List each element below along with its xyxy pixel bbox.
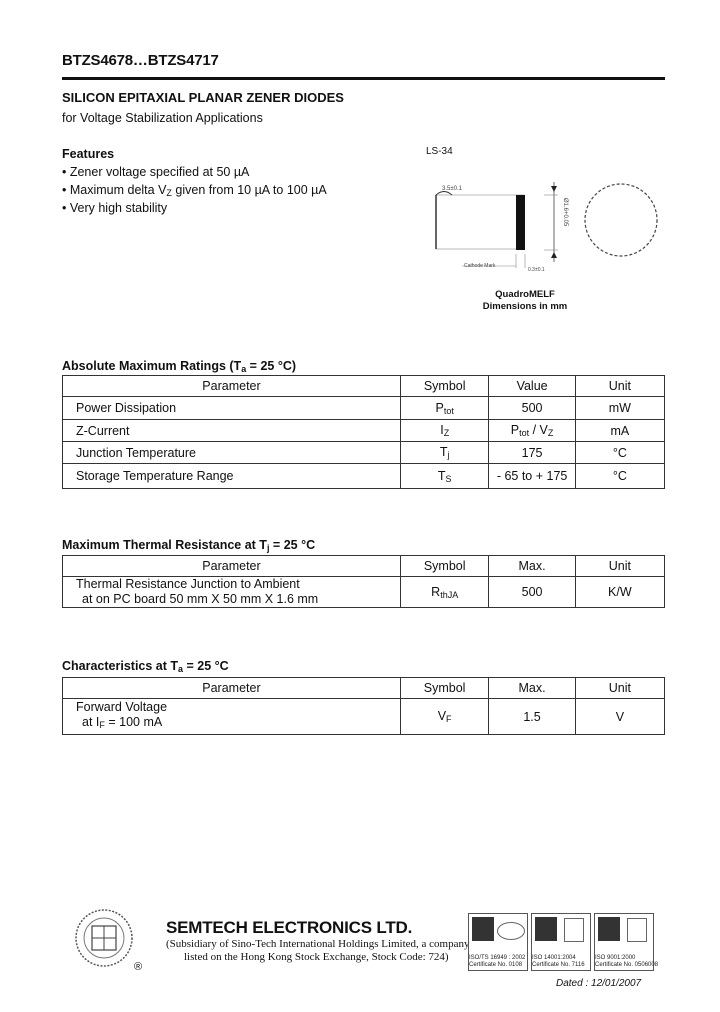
feature-item: • Very high stability bbox=[62, 201, 168, 215]
feature-item: • Maximum delta $V_Z$ given from 10 µA to 100 µA bbox=[62, 183, 327, 198]
cert-label: ISO/TS 16949 : 2002 Certificate No. 0108 bbox=[469, 955, 526, 968]
col-header: Unit bbox=[575, 678, 664, 699]
package-code: LS-34 bbox=[426, 146, 453, 157]
feature-item: • Zener voltage specified at 50 µA bbox=[62, 165, 250, 179]
chars-table bbox=[62, 677, 665, 735]
document-subtitle: SILICON EPITAXIAL PLANAR ZENER DIODES bbox=[62, 90, 344, 105]
dated-stamp: Dated : 12/01/2007 bbox=[556, 978, 642, 989]
document-title: BTZS4678…BTZS4717 bbox=[62, 52, 219, 69]
package-caption bbox=[470, 289, 580, 313]
table-cell: K/W bbox=[575, 577, 664, 608]
col-header: Unit bbox=[575, 376, 664, 397]
package-dims: Dimensions in mm bbox=[482, 301, 568, 312]
table-cell: °C bbox=[575, 464, 664, 489]
table-cell: mW bbox=[575, 397, 664, 420]
features-heading: Features bbox=[62, 147, 115, 161]
company-listing: listed on the Hong Kong Stock Exchange, Stock Code: 724) bbox=[184, 951, 449, 963]
semtech-logo bbox=[74, 908, 134, 970]
table-cell: Thermal Resistance Junction to Ambient at on PC board 50 mm X 50 mm X 1.6 mm bbox=[63, 577, 401, 608]
table-cell: $R_{thJA}$ bbox=[400, 577, 488, 608]
table-cell: 500 bbox=[489, 397, 575, 420]
table-cell: Junction Temperature bbox=[63, 442, 401, 464]
table-cell: Storage Temperature Range bbox=[63, 464, 401, 489]
table-cell: °C bbox=[575, 442, 664, 464]
table-cell: Z-Current bbox=[63, 420, 401, 442]
table-cell: $I_Z$ bbox=[400, 420, 488, 442]
col-header: Parameter bbox=[63, 376, 401, 397]
svg-text:Ø1.6+0.05: Ø1.6+0.05 bbox=[562, 198, 568, 227]
registered-mark: ® bbox=[134, 961, 143, 973]
table-cell: $P_{tot}$ bbox=[400, 397, 488, 420]
table-cell: mA bbox=[575, 420, 664, 442]
svg-text:3.5±0.1: 3.5±0.1 bbox=[442, 186, 462, 192]
package-end-view bbox=[585, 184, 657, 256]
abs-max-heading: Absolute Maximum Ratings ($T_a = 25$ °C) bbox=[62, 359, 297, 374]
table-cell: $P_{tot} / V_Z$ bbox=[489, 420, 575, 442]
svg-text:0.3±0.1: 0.3±0.1 bbox=[528, 267, 545, 273]
company-name: SEMTECH ELECTRONICS LTD. bbox=[166, 918, 413, 937]
col-header: Max. bbox=[489, 678, 575, 699]
package-name: QuadroMELF bbox=[495, 289, 555, 300]
company-subsidiary: (Subsidiary of Sino-Tech International Holdings Limited, a company bbox=[166, 938, 470, 950]
package-drawing bbox=[424, 170, 660, 274]
table-cell: $V_F$ bbox=[400, 699, 488, 735]
table-cell: Forward Voltage at $I_F = 100$ mA bbox=[63, 699, 401, 735]
col-header: Unit bbox=[575, 556, 664, 577]
col-header: Symbol bbox=[400, 556, 488, 577]
table-cell: - 65 to + 175 bbox=[489, 464, 575, 489]
table-cell: $T_j$ bbox=[400, 442, 488, 464]
package-body-outline bbox=[436, 195, 524, 249]
table-cell: Power Dissipation bbox=[63, 397, 401, 420]
col-header: Value bbox=[489, 376, 575, 397]
title-rule bbox=[62, 77, 665, 80]
col-header: Max. bbox=[489, 556, 575, 577]
table-cell: V bbox=[575, 699, 664, 735]
abs-max-table bbox=[62, 375, 665, 489]
col-header: Symbol bbox=[400, 678, 488, 699]
cert-label: ISO 14001:2004 Certificate No. 7116 bbox=[532, 955, 585, 968]
table-cell: 175 bbox=[489, 442, 575, 464]
table-cell: 1.5 bbox=[489, 699, 575, 735]
table-cell: $T_S$ bbox=[400, 464, 488, 489]
cert-label: ISO 9001:2000 Certificate No. 0506008 bbox=[595, 955, 659, 968]
chars-heading: Characteristics at $T_a = 25$ °C bbox=[62, 659, 229, 674]
thermal-table bbox=[62, 555, 665, 608]
svg-text:Cathode Mark: Cathode Mark bbox=[464, 263, 496, 269]
cathode-band bbox=[516, 195, 525, 250]
table-cell: 500 bbox=[489, 577, 575, 608]
document-subline: for Voltage Stabilization Applications bbox=[62, 111, 263, 125]
col-header: Parameter bbox=[63, 556, 401, 577]
thermal-heading: Maximum Thermal Resistance at $T_j = 25$ °C bbox=[62, 538, 316, 553]
col-header: Parameter bbox=[63, 678, 401, 699]
col-header: Symbol bbox=[400, 376, 488, 397]
